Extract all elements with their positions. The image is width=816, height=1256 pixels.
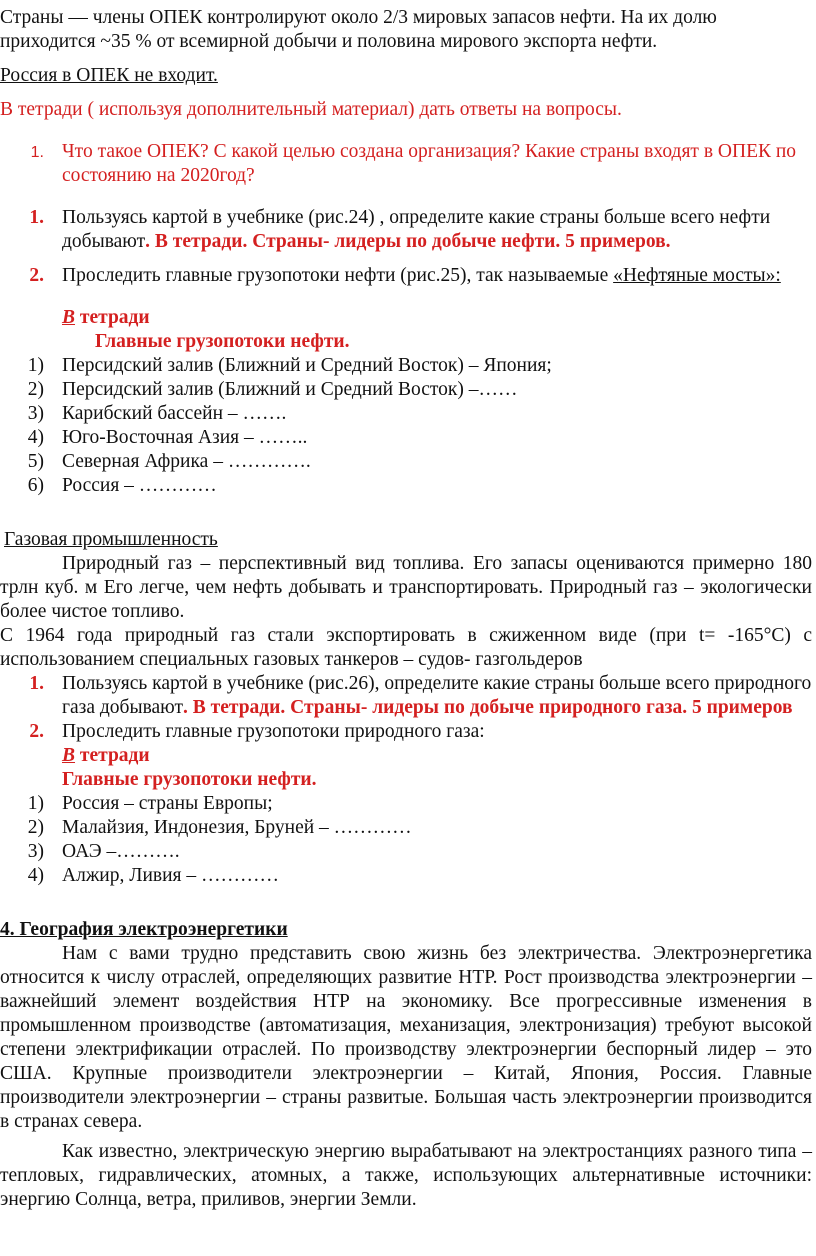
gas-task-2-number: 2.	[29, 721, 44, 742]
gas-task-1	[0, 672, 812, 720]
list-item: 4) Юго-Восточная Азия – ……..	[27, 427, 308, 448]
list-item: 4) Алжир, Ливия – …………	[27, 865, 279, 886]
russia-note: Россия в ОПЕК не входит.	[0, 65, 218, 86]
list-item: 3) ОАЭ –……….	[27, 841, 180, 862]
electricity-heading: 4. География электроэнергетики	[0, 919, 288, 940]
gas-task-2-text: Проследить главные грузопотоки природного газа:	[62, 721, 485, 742]
oil-task-1-red: . В тетради. Страны- лидеры по добыче нефти. 5 примеров.	[145, 231, 671, 252]
oil-task-1-text: Пользуясь картой в учебнике (рис.24) , определите какие страны больше всего нефти добывают	[62, 207, 771, 252]
oil-flows-list	[0, 354, 812, 498]
gas-task-1-number: 1.	[29, 673, 44, 694]
oil-notebook-line	[0, 306, 812, 330]
gas-flows-list	[0, 792, 812, 888]
gas-notebook-v: В	[62, 745, 76, 766]
gas-heading: Газовая промышленность	[4, 529, 218, 550]
gas-notebook-rest: тетради	[75, 745, 150, 766]
oil-notebook-v: В	[62, 307, 76, 328]
oil-notebook-rest: тетради	[75, 307, 150, 328]
gas-task-1-red: . В тетради. Страны- лидеры по добыче природного газа. 5 примеров	[183, 697, 793, 718]
oil-bridges-term: «Нефтяные мосты»:	[613, 265, 781, 286]
gas-task-1-text: Пользуясь картой в учебнике (рис.26), определите какие страны больше всего природного газа добывают	[62, 673, 812, 718]
document-page	[0, 6, 812, 1212]
gas-notebook-line	[0, 744, 812, 768]
gas-paragraph-2: С 1964 года природный газ стали экспортировать в сжиженном виде (при t= -165°С) с использованием специальных газовых танкеров – судов- газгольдеров	[0, 625, 812, 670]
oil-task-2-text: Проследить главные грузопотоки нефти (рис.25), так называемые	[62, 265, 614, 286]
list-item: 2) Малайзия, Индонезия, Бруней – …………	[27, 817, 412, 838]
list-item: 3) Карибский бассейн – …….	[27, 403, 287, 424]
oil-flows-title: Главные грузопотоки нефти.	[95, 331, 350, 352]
gas-task-2	[0, 720, 812, 744]
oil-flows-title-line	[0, 330, 812, 354]
list-item: 1) Россия – страны Европы;	[27, 793, 273, 814]
list-item: 5) Северная Африка – ………….	[27, 451, 311, 472]
question-1-text: Что такое ОПЕК? С какой целью создана организация? Какие страны входят в ОПЕК по состоянию на 2020год?	[62, 141, 797, 186]
list-item: 6) Россия – …………	[27, 475, 217, 496]
question-1-number: 1.	[30, 144, 44, 161]
task-intro: В тетради ( используя дополнительный материал) дать ответы на вопросы.	[0, 99, 622, 120]
oil-task-2-number: 2.	[29, 265, 44, 286]
question-1	[0, 140, 812, 188]
oil-task-1-number: 1.	[29, 207, 44, 228]
electricity-paragraph-2: Как известно, электрическую энергию вырабатывают на электростанциях разного типа – тепловых, гидравлических, атомных, а также, использующих альтернативные источники: энергию Солнца, ветра, приливов, энергии Земли.	[0, 1141, 812, 1210]
gas-flows-title-line	[0, 768, 812, 792]
intro-paragraph: Страны — члены ОПЕК контролируют около 2/3 мировых запасов нефти. На их долю приходится ~35 % от всемирной добычи и половина мирового экспорта нефти.	[0, 7, 717, 52]
electricity-paragraph-1: Нам с вами трудно представить свою жизнь без электричества. Электроэнергетика относится к числу отраслей, определяющих развитие НТР. Рост производства электроэнергии – важнейший элемент воздействия НТР на экономику. Все прогрессивные изменения в промышленном производстве (автоматизация, механизация, электронизация) требуют высокой степени электрификации отраслей. По производству электроэнергии беспорный лидер – это США. Крупные производители электроэнергии – Китай, Япония, Россия. Главные производители электроэнергии – страны развитые. Большая часть электроэнергии производится в странах севера.	[0, 943, 812, 1132]
oil-task-1	[0, 206, 812, 254]
gas-flows-title: Главные грузопотоки нефти.	[62, 769, 317, 790]
list-item: 1) Персидский залив (Ближний и Средний Восток) – Япония;	[27, 355, 552, 376]
list-item: 2) Персидский залив (Ближний и Средний Восток) –……	[27, 379, 518, 400]
gas-paragraph-1: Природный газ – перспективный вид топлива. Его запасы оцениваются примерно 180 трлн куб. м Его легче, чем нефть добывать и транспортировать. Природный газ – экологически более чистое топливо.	[0, 553, 812, 622]
oil-task-2	[0, 264, 812, 288]
